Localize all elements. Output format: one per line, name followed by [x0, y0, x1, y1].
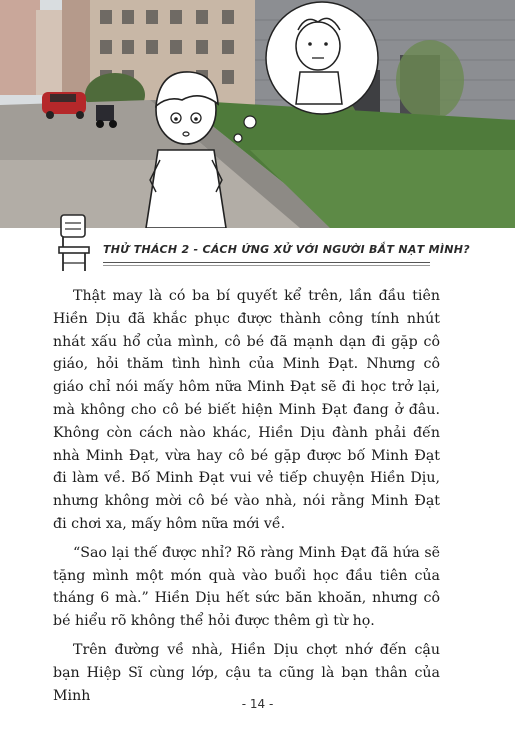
- body-text: [53, 285, 440, 713]
- header-illustration: [0, 0, 515, 228]
- paragraph: Thật may là có ba bí quyết kể trên, lần đầu tiên Hiền Dịu đã khắc phục được thành công tính nhút nhát xấu hổ của mình, cô bé đã mạnh dạn đi gặp cô giáo, hỏi thăm tình hình của Minh Đạt. Nhưng cô giáo chỉ nói mấy hôm nữa Minh Đạt sẽ đi học trở lại, mà không cho cô bé biết hiện Minh Đạt đang ở đâu. Không còn cách nào khác, Hiền Dịu đành phải đến nhà Minh Đạt, vừa hay cô bé gặp được bố Minh Đạt đi làm về. Bố Minh Đạt vui vẻ tiếp chuyện Hiền Dịu, nhưng không mời cô bé vào nhà, nói rằng Minh Đạt đi chơi xa, mấy hôm nữa mới về.: [53, 288, 440, 532]
- chair-icon: [55, 213, 95, 275]
- paragraph: “Sao lại thế được nhỉ? Rõ ràng Minh Đạt đã hứa sẽ tặng mình một món quà vào buổi học đầu tiên của tháng 6 mà.” Hiền Dịu hết sức băn khoăn, nhưng cô bé hiểu rõ không thể hỏi được thêm gì từ họ.: [53, 544, 440, 630]
- heading-divider-secondary: [103, 265, 430, 266]
- chapter-heading: THỬ THÁCH 2 - CÁCH ỨNG XỬ VỚI NGƯỜI BẮT NẠT MÌNH?: [103, 243, 470, 256]
- paragraph: Trên đường về nhà, Hiền Dịu chợt nhớ đến cậu bạn Hiệp Sĩ cùng lớp, cậu ta cũng là bạn thân của Minh: [53, 641, 440, 704]
- page-number: - 14 -: [241, 697, 274, 711]
- heading-divider: [103, 262, 430, 263]
